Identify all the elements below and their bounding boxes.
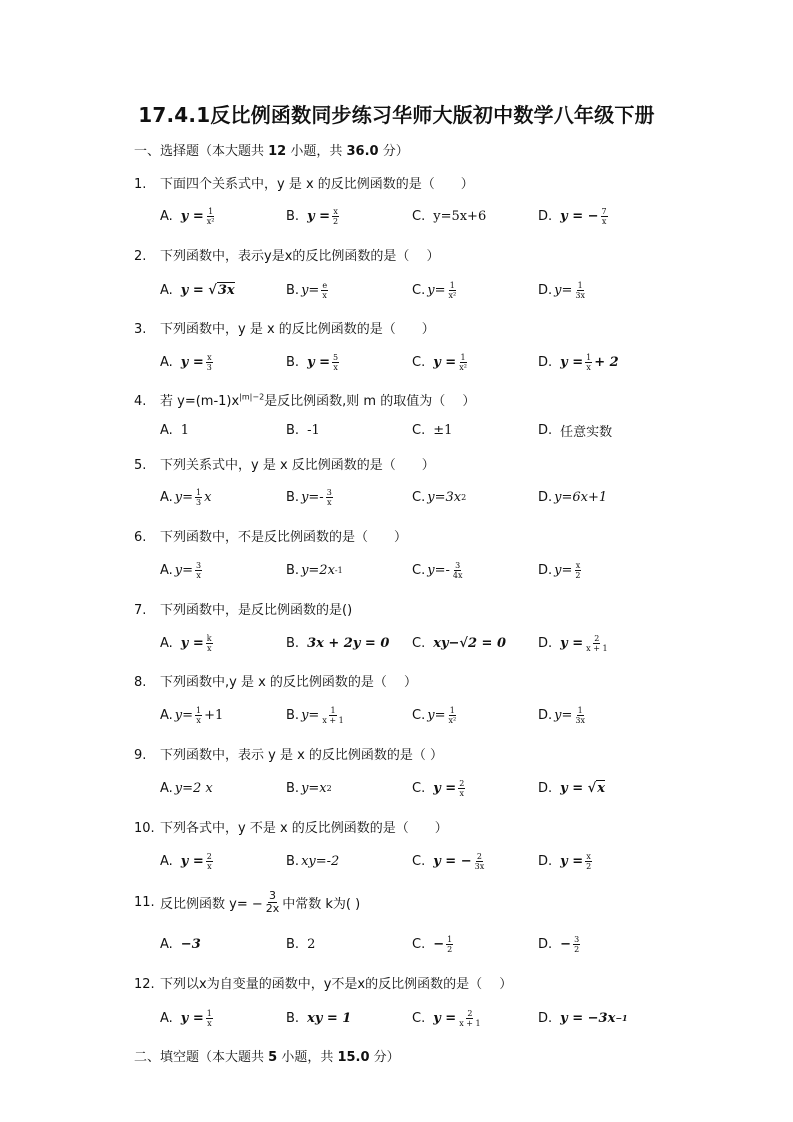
q7-option-a[interactable]: A. y = $\frac{k}{x}$ bbox=[160, 633, 212, 653]
question-12: 12. 下列以x为自变量的函数中，y不是x的反比例函数的是（ ） bbox=[134, 977, 513, 992]
q10-option-c[interactable]: C. y = − $\frac{2}{3x}$ bbox=[412, 851, 485, 871]
q9-option-a[interactable]: A. y=2 x bbox=[160, 780, 213, 796]
q12-option-d[interactable]: D. y = −3x −1 bbox=[538, 1010, 628, 1026]
q10-option-a[interactable]: A. y = $\frac{2}{x}$ bbox=[160, 851, 212, 871]
q4-option-c[interactable]: C. ±1 bbox=[412, 422, 453, 438]
q6-option-c[interactable]: C. y=- $\frac{3}{4x}$ bbox=[412, 560, 463, 580]
q10-option-b[interactable]: B. xy=-2 bbox=[286, 853, 340, 869]
q2-option-a[interactable]: A. y = √3x bbox=[160, 282, 235, 298]
question-6: 6. 下列函数中，不是反比例函数的是（ ） bbox=[134, 530, 408, 545]
q9-option-c[interactable]: C. y = $\frac{2}{x}$ bbox=[412, 778, 465, 798]
question-10: 10. 下列各式中，y 不是 x 的反比例函数的是（ ） bbox=[134, 821, 448, 836]
q12-option-c[interactable]: C. y = $\frac{2}{x + 1}$ bbox=[412, 1008, 481, 1028]
q6-option-b[interactable]: B. y=2x -1 bbox=[286, 562, 343, 578]
q6-option-d[interactable]: D. y= $\frac{x}{2}$ bbox=[538, 560, 581, 580]
q4-option-d[interactable]: D. 任意实数 bbox=[538, 422, 613, 440]
q9-option-b[interactable]: B. y=x 2 bbox=[286, 780, 332, 796]
q7-option-d[interactable]: D. y = $\frac{2}{x + 1}$ bbox=[538, 633, 608, 653]
question-4: 4. 若 $y=(m-1)x^{|m|-2}$是反比例函数,则 m 的取值为（ ） bbox=[134, 392, 476, 409]
q3-option-a[interactable]: A. y = $\frac{x}{3}$ bbox=[160, 352, 212, 372]
q11-option-b[interactable]: B. 2 bbox=[286, 936, 316, 952]
q4-option-a[interactable]: A. 1 bbox=[160, 422, 190, 438]
page-title: 17.4.1反比例函数同步练习华师大版初中数学八年级下册 bbox=[138, 103, 655, 127]
q11-option-d[interactable]: D. − $\frac{3}{2}$ bbox=[538, 934, 580, 954]
q11-option-c[interactable]: C. − $\frac{1}{2}$ bbox=[412, 934, 453, 954]
q3-option-b[interactable]: B. y = $\frac{5}{x}$ bbox=[286, 352, 339, 372]
question-5: 5. 下列关系式中，y 是 x 反比例函数的是（ ） bbox=[134, 458, 435, 473]
q3-option-c[interactable]: C. y = $\frac{1}{\text{x²}}$ bbox=[412, 352, 467, 372]
question-2: 2. 下列函数中，表示y是x的反比例函数的是（ ） bbox=[134, 249, 440, 264]
q1-option-a[interactable]: A. y = $\frac{1}{\text{x²}}$ bbox=[160, 206, 215, 226]
q5-option-d[interactable]: D. y=6x+1 bbox=[538, 489, 608, 505]
q2-option-c[interactable]: C. y= $\frac{1}{\text{x²}}$ bbox=[412, 280, 457, 300]
q2-option-d[interactable]: D. y= $\frac{1}{3x}$ bbox=[538, 280, 586, 300]
q10-option-d[interactable]: D. y = $\frac{x}{2}$ bbox=[538, 851, 592, 871]
q8-option-a[interactable]: A. y= $\frac{1}{x}$ +1 bbox=[160, 705, 224, 725]
q1-option-d[interactable]: D. y = − $\frac{7}{x}$ bbox=[538, 206, 607, 226]
section-heading-choice: 一、选择题（本大题共 12 小题，共 36.0 分） bbox=[134, 144, 409, 159]
question-7: 7. 下列函数中，是反比例函数的是() bbox=[134, 603, 353, 618]
q8-option-b[interactable]: B. y= $\frac{1}{x + 1}$ bbox=[286, 705, 344, 725]
question-9: 9. 下列函数中，表示 y 是 x 的反比例函数的是（ ） bbox=[134, 748, 444, 763]
q7-option-b[interactable]: B. 3x + 2y = 0 bbox=[286, 635, 390, 651]
q1-option-b[interactable]: B. y = $\frac{x}{2}$ bbox=[286, 206, 339, 226]
section-heading-fill: 二、填空题（本大题共 5 小题，共 15.0 分） bbox=[134, 1050, 400, 1065]
q5-option-b[interactable]: B. y=- $\frac{3}{x}$ bbox=[286, 487, 332, 507]
q8-option-c[interactable]: C. y= $\frac{1}{\text{x²}}$ bbox=[412, 705, 457, 725]
q3-option-d[interactable]: D. y = $\frac{1}{x}$ + 2 bbox=[538, 352, 619, 372]
q7-option-c[interactable]: C. xy−√2 = 0 bbox=[412, 635, 506, 651]
q2-option-b[interactable]: B. y= $\frac{e}{x}$ bbox=[286, 280, 328, 300]
q9-option-d[interactable]: D. y = √x bbox=[538, 780, 605, 796]
q12-option-b[interactable]: B. xy = 1 bbox=[286, 1010, 352, 1026]
question-3: 3. 下列函数中，y 是 x 的反比例函数的是（ ） bbox=[134, 322, 435, 337]
question-8: 8. 下列函数中,y 是 x 的反比例函数的是（ ） bbox=[134, 675, 418, 690]
q11-option-a[interactable]: A. −3 bbox=[160, 936, 201, 952]
q5-option-c[interactable]: C. y=3x 2 bbox=[412, 489, 467, 505]
q8-option-d[interactable]: D. y= $\frac{1}{3x}$ bbox=[538, 705, 586, 725]
q5-option-a[interactable]: A. y= $\frac{1}{3}$ x bbox=[160, 487, 212, 507]
q1-option-c[interactable]: C. y=5x+6 bbox=[412, 208, 487, 224]
q4-option-b[interactable]: B. -1 bbox=[286, 422, 320, 438]
q12-option-a[interactable]: A. y = $\frac{1}{x}$ bbox=[160, 1008, 212, 1028]
q6-option-a[interactable]: A. y= $\frac{3}{x}$ bbox=[160, 560, 202, 580]
question-1: 1. 下面四个关系式中，y 是 x 的反比例函数的是（ ） bbox=[134, 177, 474, 192]
question-11: 11. 反比例函数 y= − $\frac{3}{2x}$ 中常数 k为( ) bbox=[134, 888, 361, 915]
